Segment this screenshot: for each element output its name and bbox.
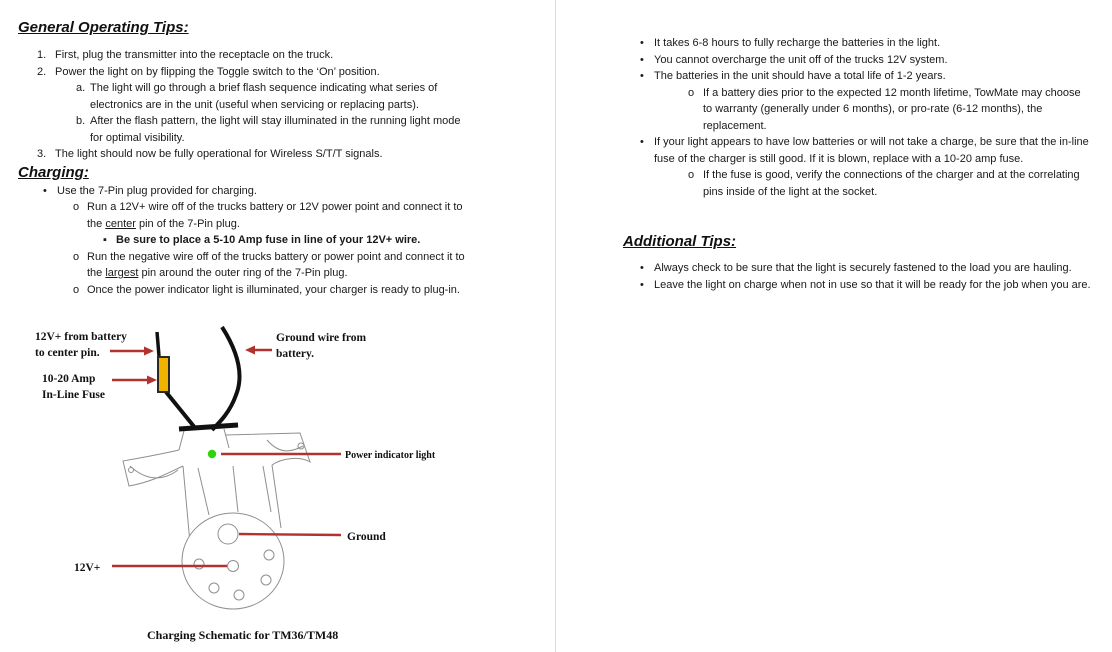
list-item: [556, 260, 1112, 277]
list-item: [0, 183, 555, 200]
list-item-text: If a battery dies prior to the expected 12 month lifetime, TowMate may choose to warranty (generally under 6 months), or pro-rate (6-12 months), the replacement.: [703, 86, 1081, 132]
list-item: [0, 199, 555, 232]
list-marker: o: [688, 169, 695, 181]
list-item-text: Run the negative wire off of the trucks battery or power point and connect it to the largest pin around the outer ring of the 7-Pin plug.: [87, 250, 465, 279]
label-power-indicator: Power indicator light: [345, 450, 436, 461]
list-marker: 1.: [37, 49, 47, 61]
diagram-caption: Charging Schematic for TM36/TM48: [147, 628, 339, 642]
label-fuse-line1: 10-20 Amp: [42, 373, 96, 385]
label-ground-wire-line2: battery.: [276, 348, 315, 360]
list-item: [556, 167, 1112, 200]
list-item-text: First, plug the transmitter into the receptacle on the truck.: [55, 49, 334, 61]
list-item-text: If your light appears to have low batteries or will not take a charge, be sure that the in-line fuse of the charger is still good. If it is blown, replace with a 10-20 amp fuse.: [654, 136, 1089, 165]
list-item: [0, 113, 555, 146]
list-marker: o: [73, 283, 80, 296]
list-marker: •: [640, 70, 644, 82]
underlined-word: center: [105, 217, 136, 230]
left-wing-screw-hole: [129, 468, 134, 473]
list-item-text: After the flash pattern, the light will stay illuminated in the running light mode for optimal visibility.: [90, 115, 461, 144]
list-marker: b.: [76, 115, 86, 127]
charging-schematic-diagram: [0, 315, 460, 652]
list-marker: o: [73, 201, 80, 213]
list-marker: •: [43, 184, 47, 197]
plug-top-bar: [179, 425, 238, 429]
list-item: [0, 47, 555, 64]
list-item-text: Run a 12V+ wire off of the trucks battery or 12V power point and connect it to the center pin of the 7-Pin plug.: [87, 201, 463, 230]
list-item: [0, 146, 555, 163]
power-indicator-light-dot: [208, 450, 216, 458]
list-marker: o: [688, 86, 695, 99]
heading-additional-tips: Additional Tips:: [623, 233, 737, 250]
list-item: [556, 85, 1112, 135]
label-12v-pin: 12V+: [74, 562, 101, 574]
list-marker: 3.: [37, 148, 47, 160]
list-item: [556, 277, 1112, 294]
list-marker: •: [640, 136, 644, 148]
list-item: [0, 249, 555, 282]
heading-general-operating-tips: General Operating Tips:: [18, 19, 189, 36]
right-wing-screw-hole: [298, 443, 304, 449]
list-item: [556, 35, 1112, 52]
inline-fuse: [158, 357, 169, 392]
label-ground-wire-line1: Ground wire from: [276, 332, 367, 344]
list-item-text: It takes 6-8 hours to fully recharge the batteries in the light.: [654, 37, 941, 49]
list-marker: •: [640, 278, 644, 291]
page-right: [556, 0, 1112, 652]
12v-wire-upper: [157, 332, 159, 356]
label-fuse-line2: In-Line Fuse: [42, 389, 105, 401]
list-marker: o: [73, 250, 80, 263]
callout-line-ground: [239, 534, 341, 535]
list-item-text: Power the light on by flipping the Toggle switch to the ‘On’ position.: [55, 65, 380, 78]
list-marker: ▪: [103, 234, 107, 246]
top-margin: [556, 0, 1112, 35]
label-ground-pin: Ground: [347, 531, 386, 543]
underlined-word: largest: [105, 267, 139, 279]
ground-wire: [212, 327, 240, 430]
list-item-text: If the fuse is good, verify the connections of the charger and at the correlating pins inside of the light at the socket.: [703, 169, 1080, 198]
list-item-text: Leave the light on charge when not in use so that it will be ready for the job when you are.: [654, 278, 1091, 291]
label-12v-wire-line1: 12V+ from battery: [35, 331, 127, 343]
12v-wire-lower: [166, 392, 196, 429]
list-item: [0, 80, 555, 113]
list-item-text: The light will go through a brief flash sequence indicating what series of electronics are in the unit (useful when servicing or replacing parts).: [90, 82, 438, 111]
list-item-text: Always check to be sure that the light is securely fastened to the load you are hauling.: [654, 262, 1072, 274]
list-item-text: Once the power indicator light is illuminated, your charger is ready to plug-in.: [87, 283, 460, 296]
list-item-text: You cannot overcharge the unit off of the trucks 12V system.: [654, 53, 948, 66]
list-item: [556, 134, 1112, 167]
list-marker: a.: [76, 82, 86, 94]
list-item: [556, 52, 1112, 69]
list-marker: •: [640, 53, 644, 66]
list-item: [0, 282, 555, 299]
list-item: [0, 64, 555, 81]
list-marker: •: [640, 37, 644, 49]
label-12v-wire-line2: to center pin.: [35, 347, 100, 359]
list-item: [556, 68, 1112, 85]
list-item-text-bold: Be sure to place a 5-10 Amp fuse in line of your 12V+ wire.: [116, 234, 421, 246]
arrowhead-right-icon: [144, 347, 154, 356]
list-item: [0, 232, 555, 249]
list-marker: •: [640, 262, 644, 274]
list-item-text: The light should now be fully operational for Wireless S/T/T signals.: [55, 148, 383, 160]
list-item-text: Use the 7-Pin plug provided for charging.: [57, 184, 257, 197]
list-item-text: The batteries in the unit should have a total life of 1-2 years.: [654, 70, 946, 82]
arrowhead-left-icon: [245, 346, 255, 355]
arrowhead-right-icon: [147, 376, 157, 385]
page-left: [0, 0, 555, 652]
list-marker: 2.: [37, 65, 47, 78]
heading-charging: Charging:: [18, 163, 89, 181]
